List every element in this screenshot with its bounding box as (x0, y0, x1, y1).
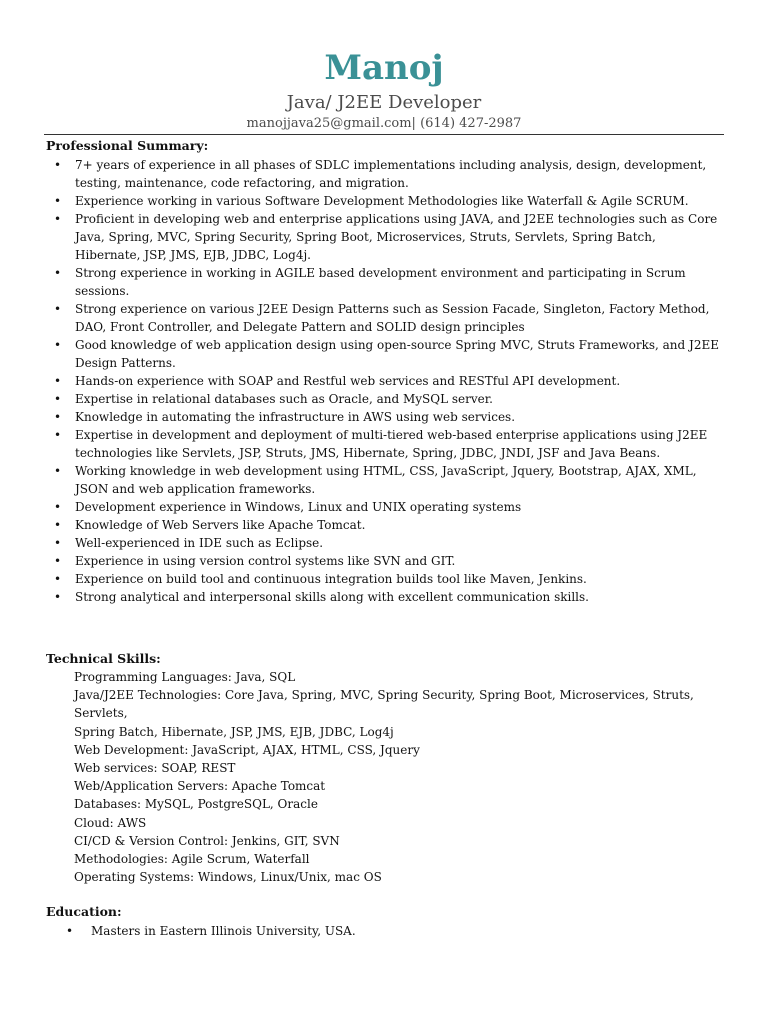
list-item (46, 498, 722, 516)
list-item-text: Experience on build tool and continuous integration builds tool like Maven, Jenkins. (75, 572, 587, 586)
list-item (46, 462, 722, 498)
list-item-text: Strong experience in working in AGILE based development environment and participating in Scrum sessions. (75, 266, 686, 298)
education-list (46, 922, 356, 940)
list-item-text: Expertise in relational databases such as Oracle, and MySQL server. (75, 392, 493, 406)
skill-line: CI/CD & Version Control: Jenkins, GIT, SVN (74, 833, 340, 848)
bullet-icon: • (54, 500, 62, 514)
list-item-text: Working knowledge in web development using HTML, CSS, JavaScript, Jquery, Bootstrap, AJAX, XML, JSON and web application frameworks. (75, 464, 697, 496)
list-item (46, 210, 722, 264)
skill-line: Operating Systems: Windows, Linux/Unix, mac OS (74, 870, 382, 885)
list-item (46, 534, 722, 552)
skill-line: Databases: MySQL, PostgreSQL, Oracle (74, 797, 318, 812)
list-item (46, 922, 356, 940)
contact-info: manojjava25@gmail.com| (614) 427-2987 (246, 116, 522, 131)
skill-line: Spring Batch, Hibernate, JSP, JMS, EJB, JDBC, Log4j (74, 724, 394, 739)
bullet-icon: • (54, 428, 62, 442)
list-item-text: Proficient in developing web and enterprise applications using JAVA, and J2EE technologies such as Core Java, Spring, MVC, Spring Security, Spring Boot, Microservices, Struts, Servlets, Spring Batch, Hibernate, JSP, JMS, EJB, JDBC, Log4j. (75, 212, 718, 262)
bullet-icon: • (54, 518, 62, 532)
skill-line: Web/Application Servers: Apache Tomcat (74, 779, 326, 794)
list-item (46, 390, 722, 408)
bullet-icon: • (54, 572, 62, 586)
list-item-text: Knowledge of Web Servers like Apache Tomcat. (75, 518, 366, 532)
list-item (46, 588, 722, 606)
list-item (46, 372, 722, 390)
bullet-icon: • (54, 392, 62, 406)
list-item (46, 156, 722, 192)
bullet-icon: • (54, 158, 62, 172)
list-item-text: 7+ years of experience in all phases of SDLC implementations including analysis, design, development, testing, maintenance, code refactoring, and migration. (75, 158, 707, 190)
bullet-icon: • (66, 924, 74, 938)
bullet-icon: • (54, 266, 62, 280)
summary-heading: Professional Summary: (46, 138, 209, 153)
list-item (46, 408, 722, 426)
skills-list (74, 668, 724, 886)
skill-line: Web services: SOAP, REST (74, 761, 236, 776)
list-item-text: Masters in Eastern Illinois University, USA. (91, 924, 356, 938)
list-item (46, 552, 722, 570)
bullet-icon: • (54, 590, 62, 604)
skill-line: Cloud: AWS (74, 815, 147, 830)
header-divider (44, 134, 724, 135)
list-item-text: Experience working in various Software Development Methodologies like Waterfall & Agile SCRUM. (75, 194, 689, 208)
skill-line: Methodologies: Agile Scrum, Waterfall (74, 852, 310, 867)
bullet-icon: • (54, 536, 62, 550)
list-item (46, 570, 722, 588)
list-item (46, 426, 722, 462)
list-item-text: Well-experienced in IDE such as Eclipse. (75, 536, 324, 550)
list-item-text: Good knowledge of web application design using open-source Spring MVC, Struts Frameworks, and J2EE Design Patterns. (75, 338, 719, 370)
bullet-icon: • (54, 374, 62, 388)
skill-line: Programming Languages: Java, SQL (74, 670, 296, 684)
list-item (46, 300, 722, 336)
list-item-text: Development experience in Windows, Linux and UNIX operating systems (75, 500, 522, 514)
skill-line: Java/J2EE Technologies: Core Java, Spring, MVC, Spring Security, Spring Boot, Microservices, Struts, Servlets, (74, 688, 694, 721)
list-item (46, 264, 722, 300)
list-item (46, 336, 722, 372)
summary-list (46, 156, 722, 606)
list-item-text: Strong experience on various J2EE Design Patterns such as Session Facade, Singleton, Factory Method, DAO, Front Controller, and Delegate Pattern and SOLID design principles (75, 302, 710, 334)
skills-heading: Technical Skills: (46, 651, 161, 666)
education-heading: Education: (46, 904, 122, 919)
bullet-icon: • (54, 302, 62, 316)
bullet-icon: • (54, 554, 62, 568)
list-item-text: Knowledge in automating the infrastructure in AWS using web services. (75, 410, 516, 424)
list-item (46, 516, 722, 534)
bullet-icon: • (54, 338, 62, 352)
job-title: Java/ J2EE Developer (286, 92, 482, 113)
candidate-name: Manoj (324, 48, 444, 88)
list-item-text: Hands-on experience with SOAP and Restful web services and RESTful API development. (75, 374, 621, 388)
list-item-text: Expertise in development and deployment of multi-tiered web-based enterprise applications using J2EE technologies like Servlets, JSP, Struts, JMS, Hibernate, Spring, JDBC, JNDI, JSF and Java Beans. (75, 428, 708, 460)
list-item-text: Strong analytical and interpersonal skills along with excellent communication skills. (75, 590, 589, 604)
bullet-icon: • (54, 410, 62, 424)
skill-line: Web Development: JavaScript, AJAX, HTML, CSS, Jquery (74, 742, 420, 757)
bullet-icon: • (54, 212, 62, 226)
list-item-text: Experience in using version control systems like SVN and GIT. (75, 554, 456, 568)
list-item (46, 192, 722, 210)
bullet-icon: • (54, 464, 62, 478)
bullet-icon: • (54, 194, 62, 208)
